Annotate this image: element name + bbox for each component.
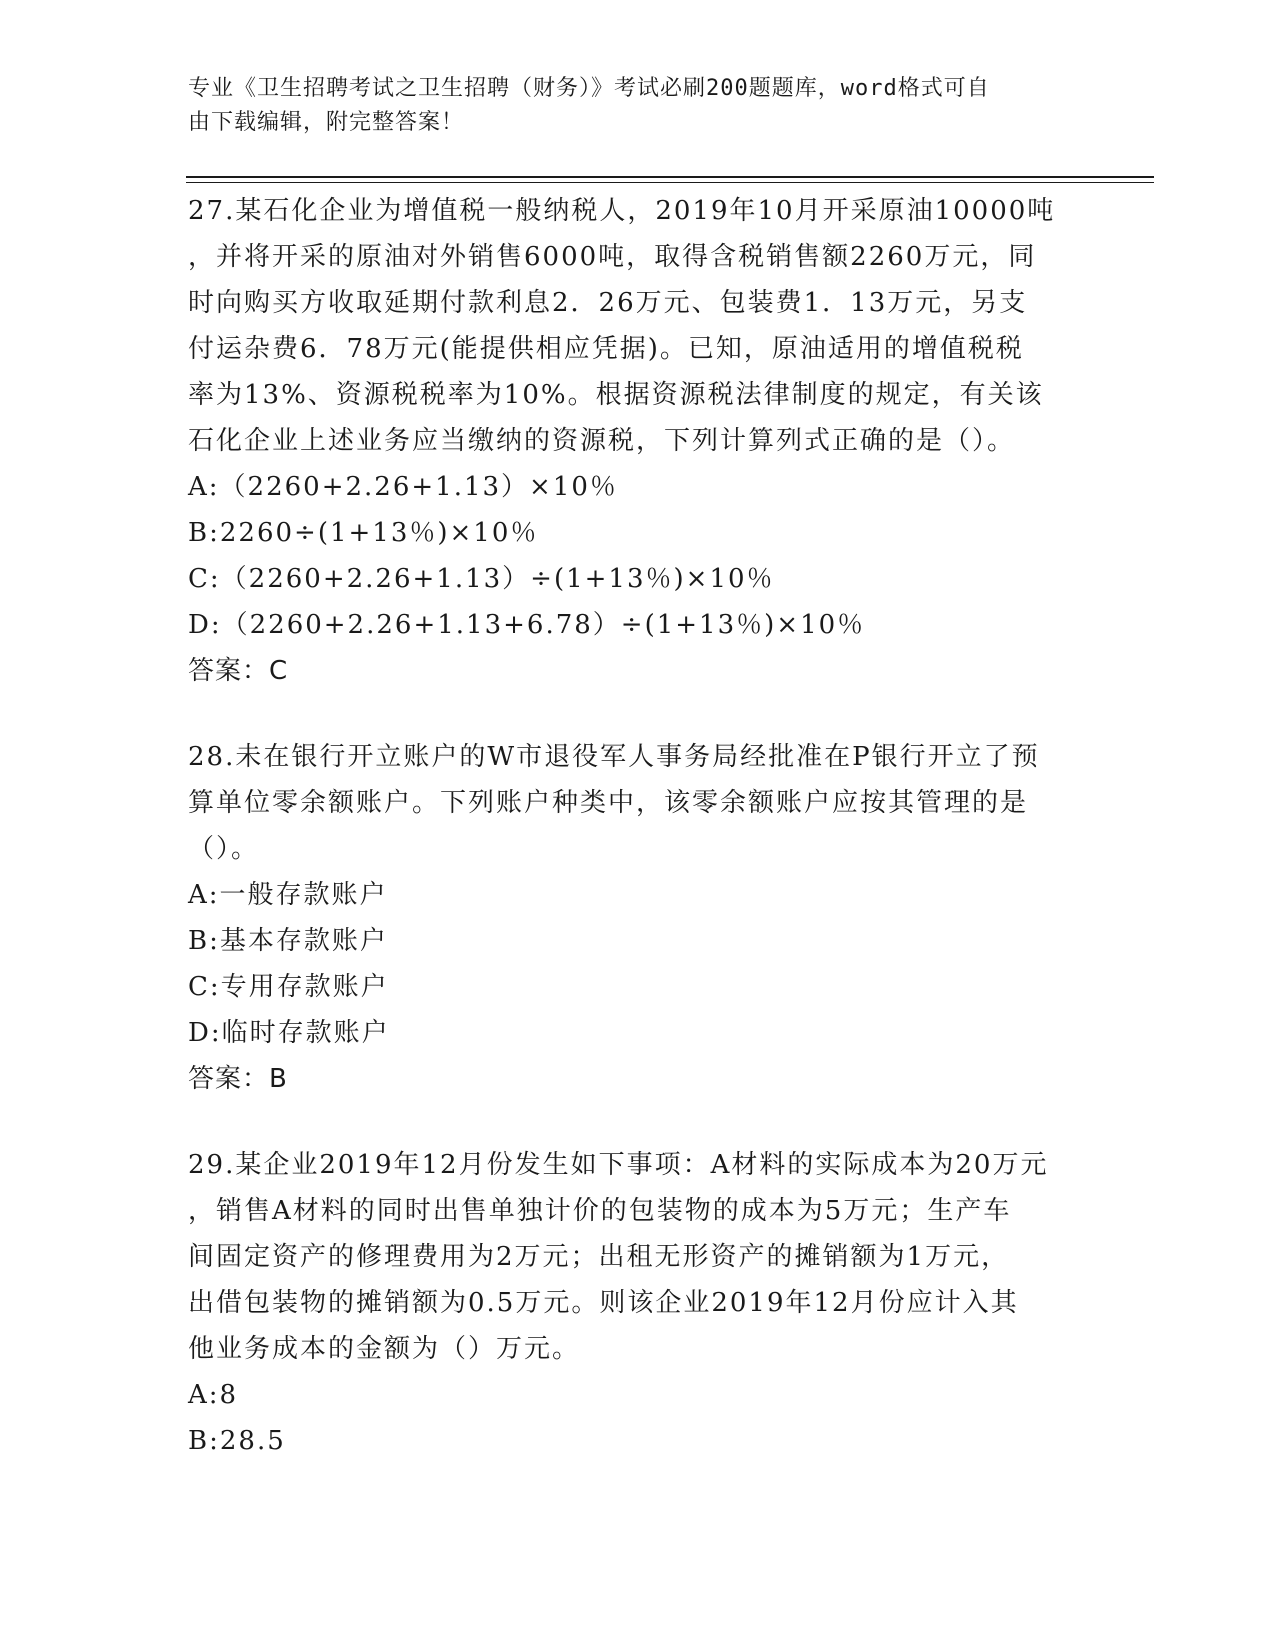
answer: 答案：C xyxy=(188,656,289,686)
question-28 xyxy=(188,734,1068,1102)
question-stem-line: 算单位零余额账户。下列账户种类中，该零余额账户应按其管理的是 xyxy=(188,788,1029,818)
question-27 xyxy=(188,188,1068,694)
option-b: B:基本存款账户 xyxy=(188,926,388,956)
document-header xyxy=(188,72,1068,140)
question-stem-line: （）。 xyxy=(188,834,260,864)
option-c: C:专用存款账户 xyxy=(188,972,389,1002)
question-stem-line: 27.某石化企业为增值税一般纳税人，2019年10月开采原油10000吨 xyxy=(188,196,1056,226)
question-stem-line: 29.某企业2019年12月份发生如下事项：A材料的实际成本为20万元 xyxy=(188,1150,1049,1180)
question-stem-line: 他业务成本的金额为（）万元。 xyxy=(188,1334,581,1364)
question-stem-line: ，并将开采的原油对外销售6000吨，取得含税销售额2260万元，同 xyxy=(188,242,1037,272)
option-d: D:临时存款账户 xyxy=(188,1018,390,1048)
question-stem-line: 时向购买方收取延期付款利息2．26万元、包装费1．13万元，另支 xyxy=(188,288,1028,318)
header-line: 专业《卫生招聘考试之卫生招聘（财务）》考试必刷200题题库，word格式可自 xyxy=(188,76,990,101)
header-divider xyxy=(186,176,1154,178)
question-stem-line: 石化企业上述业务应当缴纳的资源税，下列计算列式正确的是（）。 xyxy=(188,426,1016,456)
question-29 xyxy=(188,1142,1068,1464)
question-stem-line: 率为13%、资源税税率为10%。根据资源税法律制度的规定，有关该 xyxy=(188,380,1044,410)
question-stem-line: 28.未在银行开立账户的W市退役军人事务局经批准在P银行开立了预 xyxy=(188,742,1040,772)
option-d: D:（2260+2.26+1.13+6.78）÷(1+13％)×10％ xyxy=(188,610,866,640)
question-stem-line: 付运杂费6．78万元(能提供相应凭据)。已知，原油适用的增值税税 xyxy=(188,334,1024,364)
answer: 答案：B xyxy=(188,1064,288,1094)
option-a: A:8 xyxy=(188,1380,239,1410)
question-stem-line: 间固定资产的修理费用为2万元；出租无形资产的摊销额为1万元， xyxy=(188,1242,1010,1272)
option-a: A:一般存款账户 xyxy=(188,880,388,910)
option-a: A:（2260+2.26+1.13）×10％ xyxy=(188,472,618,502)
option-c: C:（2260+2.26+1.13）÷(1+13％)×10％ xyxy=(188,564,775,594)
header-line: 由下载编辑，附完整答案！ xyxy=(188,110,465,135)
header-divider xyxy=(186,182,1154,183)
option-b: B:28.5 xyxy=(188,1426,286,1456)
question-stem-line: 出借包装物的摊销额为0.5万元。则该企业2019年12月份应计入其 xyxy=(188,1288,1019,1318)
question-stem-line: ，销售A材料的同时出售单独计价的包装物的成本为5万元；生产车 xyxy=(188,1196,1012,1226)
option-b: B:2260÷(1+13％)×10％ xyxy=(188,518,539,548)
